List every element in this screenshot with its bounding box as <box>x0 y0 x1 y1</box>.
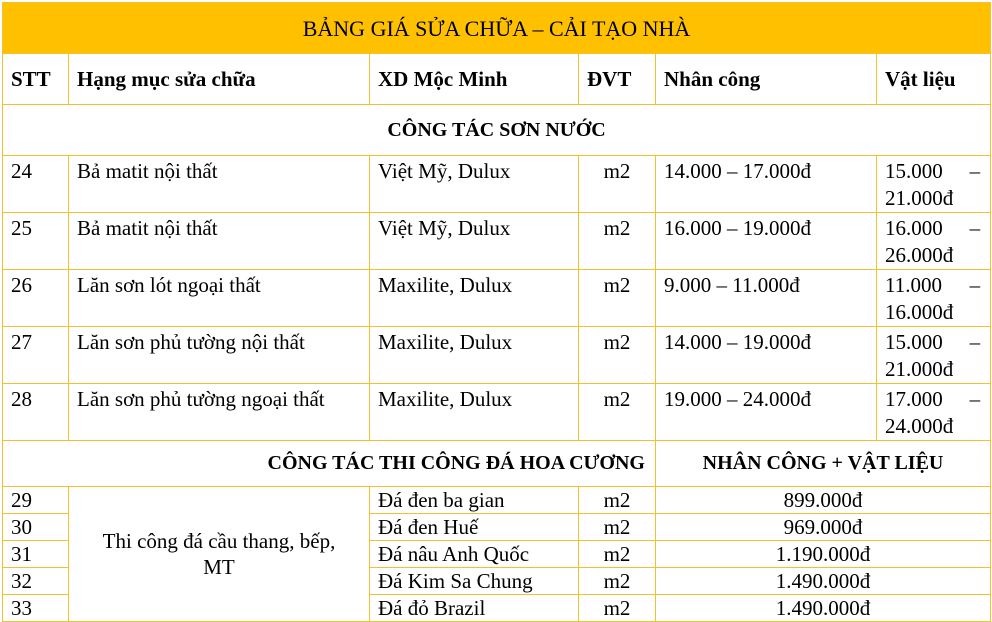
cell-stt: 28 <box>3 384 69 441</box>
cell-material <box>877 270 991 327</box>
cell-brand: Maxilite, Dulux <box>370 384 579 441</box>
material-from: 15.000 <box>885 159 943 183</box>
cell-stone: Đá Kim Sa Chung <box>370 568 579 595</box>
table-title: BẢNG GIÁ SỬA CHỮA – CẢI TẠO NHÀ <box>3 3 991 54</box>
section-paint-row <box>3 105 991 156</box>
cell-brand: Việt Mỹ, Dulux <box>370 156 579 213</box>
cell-labor: 16.000 – 19.000đ <box>656 213 877 270</box>
material-from: 16.000 <box>885 216 943 240</box>
cell-unit: m2 <box>579 270 656 327</box>
cell-labor: 14.000 – 19.000đ <box>656 327 877 384</box>
cell-stt: 33 <box>3 595 69 622</box>
cell-price: 969.000đ <box>656 514 991 541</box>
cell-item: Lăn sơn lót ngoại thất <box>69 270 370 327</box>
material-dash: – <box>969 159 981 183</box>
material-to: 26.000đ <box>885 243 954 267</box>
material-to: 21.000đ <box>885 357 954 381</box>
cell-unit: m2 <box>579 487 656 514</box>
header-material: Vật liệu <box>877 54 991 105</box>
cell-stt: 27 <box>3 327 69 384</box>
table-row <box>3 213 991 270</box>
cell-material <box>877 327 991 384</box>
cell-brand: Maxilite, Dulux <box>370 270 579 327</box>
cell-labor: 14.000 – 17.000đ <box>656 156 877 213</box>
header-brand: XD Mộc Minh <box>370 54 579 105</box>
table-row <box>3 487 991 514</box>
cell-stt: 29 <box>3 487 69 514</box>
cell-stt: 32 <box>3 568 69 595</box>
material-to: 24.000đ <box>885 414 954 438</box>
cell-material <box>877 156 991 213</box>
table-row <box>3 156 991 213</box>
cell-material <box>877 384 991 441</box>
header-labor: Nhân công <box>656 54 877 105</box>
header-unit: ĐVT <box>579 54 656 105</box>
table-row <box>3 327 991 384</box>
cell-stone: Đá nâu Anh Quốc <box>370 541 579 568</box>
section-paint-title: CÔNG TÁC SƠN NƯỚC <box>3 105 991 156</box>
cell-item: Lăn sơn phủ tường ngoại thất <box>69 384 370 441</box>
material-dash: – <box>969 273 981 297</box>
cell-labor: 9.000 – 11.000đ <box>656 270 877 327</box>
section-granite-price-header: NHÂN CÔNG + VẬT LIỆU <box>656 441 991 487</box>
cell-stt: 25 <box>3 213 69 270</box>
cell-stone: Đá đỏ Brazil <box>370 595 579 622</box>
cell-item: Bả matit nội thất <box>69 213 370 270</box>
cell-price: 899.000đ <box>656 487 991 514</box>
cell-item: Bả matit nội thất <box>69 156 370 213</box>
price-table-container <box>2 2 990 622</box>
material-dash: – <box>969 216 981 240</box>
cell-unit: m2 <box>579 384 656 441</box>
cell-stt: 31 <box>3 541 69 568</box>
material-from: 15.000 <box>885 330 943 354</box>
table-row <box>3 384 991 441</box>
cell-labor: 19.000 – 24.000đ <box>656 384 877 441</box>
material-dash: – <box>969 387 981 411</box>
cell-price: 1.190.000đ <box>656 541 991 568</box>
cell-unit: m2 <box>579 327 656 384</box>
header-stt: STT <box>3 54 69 105</box>
cell-stone: Đá đen ba gian <box>370 487 579 514</box>
cell-stt: 30 <box>3 514 69 541</box>
cell-item: Lăn sơn phủ tường nội thất <box>69 327 370 384</box>
granite-item-line2: MT <box>203 555 235 579</box>
material-to: 21.000đ <box>885 186 954 210</box>
cell-unit: m2 <box>579 514 656 541</box>
cell-unit: m2 <box>579 595 656 622</box>
cell-unit: m2 <box>579 213 656 270</box>
cell-unit: m2 <box>579 568 656 595</box>
price-table <box>2 2 991 622</box>
material-from: 11.000 <box>885 273 942 297</box>
cell-unit: m2 <box>579 541 656 568</box>
cell-granite-item <box>69 487 370 622</box>
header-row <box>3 54 991 105</box>
material-to: 16.000đ <box>885 300 954 324</box>
cell-price: 1.490.000đ <box>656 595 991 622</box>
cell-brand: Maxilite, Dulux <box>370 327 579 384</box>
table-row <box>3 270 991 327</box>
title-row <box>3 3 991 54</box>
cell-stt: 24 <box>3 156 69 213</box>
cell-stone: Đá đen Huế <box>370 514 579 541</box>
cell-brand: Việt Mỹ, Dulux <box>370 213 579 270</box>
cell-stt: 26 <box>3 270 69 327</box>
granite-item-line1: Thi công đá cầu thang, bếp, <box>102 529 336 553</box>
material-from: 17.000 <box>885 387 943 411</box>
cell-material <box>877 213 991 270</box>
cell-price: 1.490.000đ <box>656 568 991 595</box>
section-granite-row <box>3 441 991 487</box>
material-dash: – <box>969 330 981 354</box>
header-item: Hạng mục sửa chữa <box>69 54 370 105</box>
section-granite-title: CÔNG TÁC THI CÔNG ĐÁ HOA CƯƠNG <box>3 441 656 487</box>
cell-unit: m2 <box>579 156 656 213</box>
